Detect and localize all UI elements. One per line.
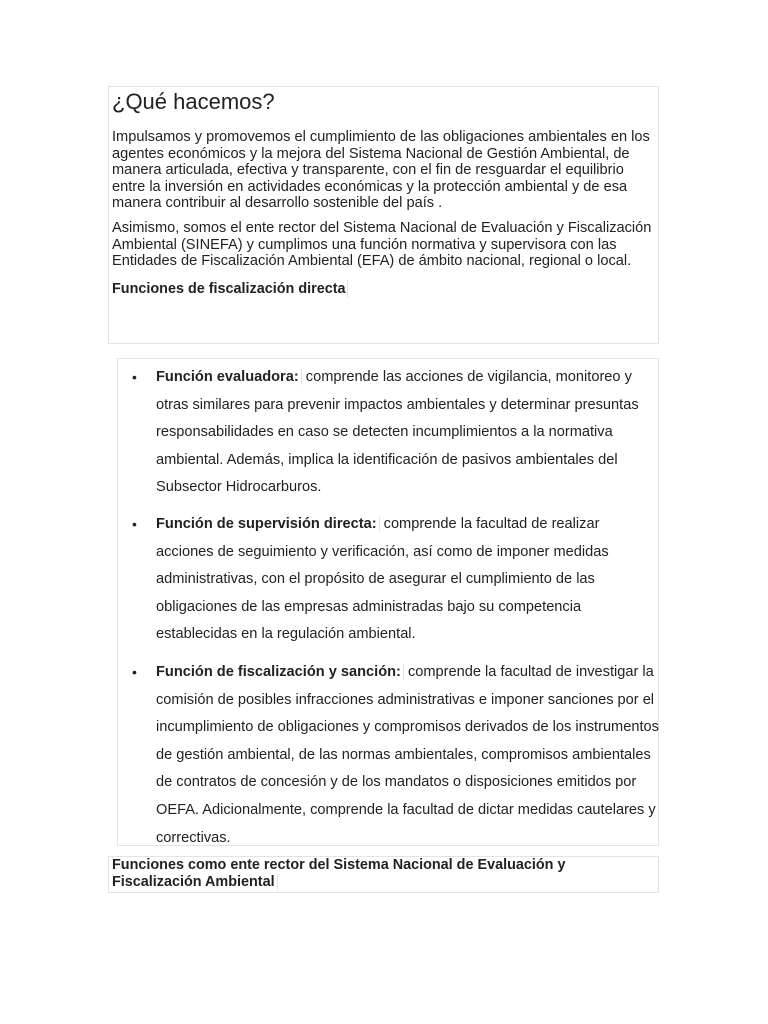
functions-list-section — [117, 358, 659, 846]
intro-paragraph-1: Impulsamos y promovemos el cumplimiento de las obligaciones ambientales en los agentes económicos y la mejora del Sistema Nacional de Gestión Ambiental, de manera articulada, efectiva y transparente, con el fin de resguardar el equilibrio entre la inversión en actividades económicas y la protección ambiental y de esa manera contribuir al desarrollo sostenible del país . — [112, 129, 650, 212]
function-description: comprende la facultad de investigar la comisión de posibles infracciones administrativas e imponer sanciones por el incumplimiento de obligaciones y compromisos derivados de los instrumentos de gestión ambiental, de las normas ambientales, compromisos ambientales de contratos de concesión y de los mandatos o disposiciones emitidos por OEFA. Adicionalmente, comprende la facultad de dictar medidas cautelares y correctivas. — [156, 664, 659, 846]
intro-paragraph-2: Asimismo, somos el ente rector del Sistema Nacional de Evaluación y Fiscalización Ambiental (SINEFA) y cumplimos una función normativa y supervisora con las Entidades de Fiscalización Ambiental (EFA) de ámbito nacional, regional o local. — [112, 219, 652, 270]
function-term: Función evaluadora: — [156, 369, 302, 385]
direct-functions-heading: Funciones de fiscalización directa — [112, 280, 346, 297]
rector-section — [108, 856, 659, 893]
function-description: comprende las acciones de vigilancia, monitoreo y otras similares para prevenir impactos ambientales y determinar presuntas responsabilidades en caso se detecten incumplimientos a la normativa ambiental. Además, implica la identificación de pasivos ambientales del Subsector Hidrocarburos. — [156, 369, 639, 496]
list-item-fiscalizacion — [132, 659, 660, 852]
list-item-evaluadora — [132, 364, 660, 502]
bullet-icon: • — [132, 664, 137, 680]
rector-heading — [112, 857, 655, 891]
bullet-icon: • — [132, 369, 137, 385]
function-term: Función de fiscalización y sanción: — [156, 664, 404, 680]
page-title: ¿Qué hacemos? — [112, 89, 275, 114]
intro-section — [108, 86, 659, 344]
rector-heading-text: Funciones como ente rector del Sistema Nacional de Evaluación y Fiscalización Ambiental — [112, 857, 566, 890]
list-item-supervision — [132, 511, 660, 649]
bullet-icon: • — [132, 516, 137, 532]
function-term: Función de supervisión directa: — [156, 516, 380, 532]
function-description: comprende la facultad de realizar acciones de seguimiento y verificación, así como de imponer medidas administrativas, con el propósito de asegurar el cumplimiento de las obligaciones de las empresas administradas bajo su competencia establecidas en la regulación ambiental. — [156, 516, 609, 643]
